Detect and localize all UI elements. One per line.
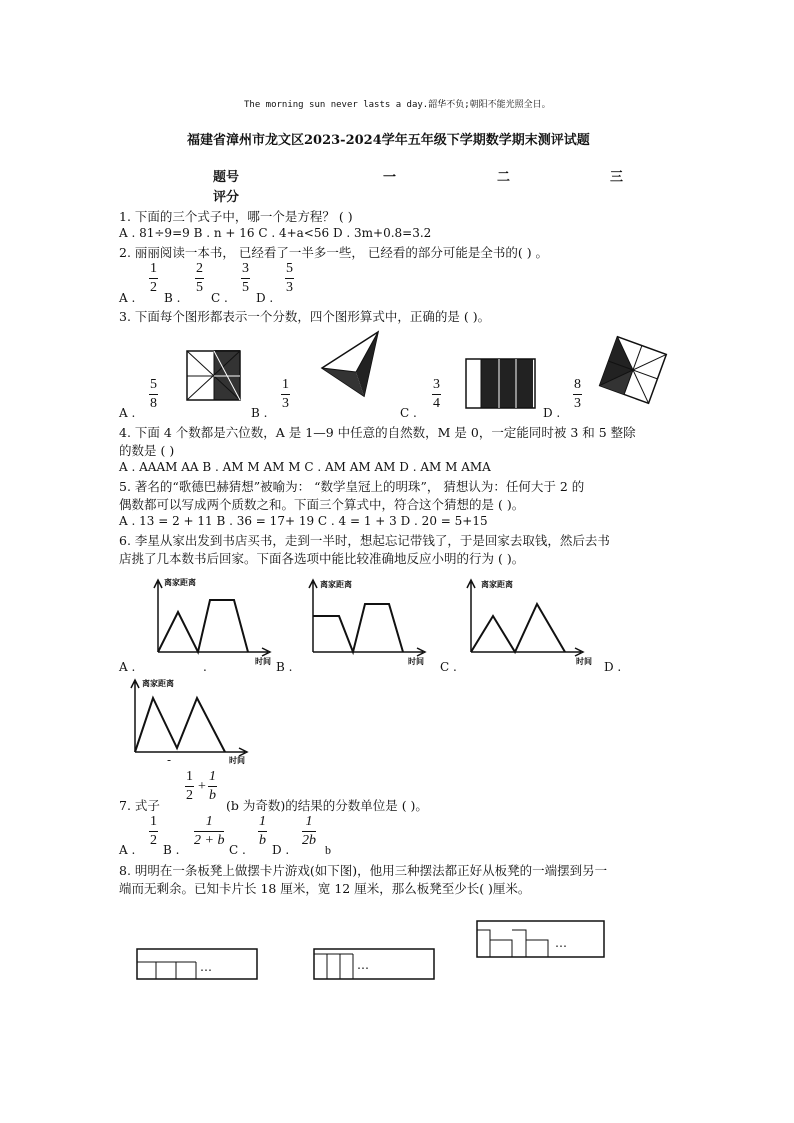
q7-label-c: C .	[229, 843, 246, 857]
q2-fraction-b: 2 5	[196, 261, 203, 295]
q6-label-d: D .	[604, 660, 622, 674]
q7-label-d: D .	[272, 843, 290, 857]
q2-text: 2. 丽丽阅读一本书， 已经看了一半多一些， 已经看的部分可能是全书的( ) 。	[119, 245, 549, 260]
q7-fraction-d: 1 2b	[302, 814, 316, 848]
q7-label-a: A .	[119, 843, 136, 857]
q1-options: A . 81÷9=9 B . n + 16 C . 4+a<56 D . 3m+0.8=3.2	[119, 226, 432, 240]
q6-graph-c-x-label: 时间	[576, 657, 592, 666]
q6-graph-c-y-label: 离家距离	[481, 580, 513, 589]
q6-graph-a-x-label: 时间	[255, 657, 271, 666]
q6-graph-d-x-label: 时间	[229, 756, 245, 765]
q7-trailing-b: b	[325, 843, 331, 857]
q2-fraction-a: 1 2	[150, 261, 157, 295]
q3-figure-a	[186, 350, 242, 402]
q2-fraction-d: 5 3	[286, 261, 293, 295]
q3-fraction-b: 1 3	[282, 377, 289, 411]
score-table-row1-label: 题号	[213, 170, 240, 185]
q8-text-line2: 端而无剩余。已知卡片长 18 厘米，宽 12 厘米，那么板凳至少长( )厘米。	[119, 881, 531, 896]
q6-graph-b-y-label: 离家距离	[320, 580, 352, 589]
q3-figure-b	[320, 330, 382, 400]
q5-text-line2: 偶数都可以写成两个质数之和。下面三个算式中，符合这个猜想的是 ( )。	[119, 497, 525, 512]
score-table-row2-label: 评分	[213, 190, 240, 205]
q8-bench-2-ellipsis: …	[357, 958, 369, 972]
q2-label-d: D .	[256, 291, 274, 305]
q5-text-line1: 5. 著名的“歌德巴赫猜想”被喻为： “数学皇冠上的明珠”， 猜想认为：任何大于 2 的	[119, 479, 585, 494]
q3-label-d: D .	[543, 406, 561, 420]
q7-suffix: (b 为奇数)的结果的分数单位是 ( )。	[226, 798, 428, 813]
score-table-col-3: 三	[610, 170, 624, 185]
q8-bench-figure-1	[136, 948, 260, 982]
q3-figure-d	[598, 332, 668, 408]
q8-bench-3-ellipsis: …	[555, 936, 567, 950]
q6-graph-a	[148, 576, 283, 668]
q6-stray-dot: .	[203, 660, 207, 674]
q2-label-c: C .	[211, 291, 228, 305]
q3-label-a: A .	[119, 406, 136, 420]
q7-expr-fraction-1: 1 2	[186, 769, 193, 803]
q6-graph-b-x-label: 时间	[408, 657, 424, 666]
motto: The morning sun never lasts a day.韶华不负;朝阳不能光照全日。	[244, 100, 551, 110]
q7-expr-plus: +	[198, 779, 206, 794]
q2-label-a: A .	[119, 291, 136, 305]
q2-fraction-c: 3 5	[242, 261, 249, 295]
q8-text-line1: 8. 明明在一条板凳上做摆卡片游戏(如下图)，他用三种摆法都正好从板凳的一端摆到另一	[119, 863, 608, 878]
q7-expr-fraction-2: 1 b	[209, 769, 216, 803]
q8-bench-1-ellipsis: …	[200, 960, 212, 974]
q3-fraction-d: 8 3	[574, 377, 581, 411]
q6-graph-a-y-label: 离家距离	[164, 578, 196, 587]
score-table-col-1: 一	[383, 170, 397, 185]
q8-bench-figure-3	[476, 920, 606, 960]
q4-text-line1: 4. 下面 4 个数都是六位数，A 是 1—9 中任意的自然数，M 是 0，一定能同时被 3 和 5 整除	[119, 425, 636, 440]
q7-label-b: B .	[163, 843, 180, 857]
q4-text-line2: 的数是 ( )	[119, 443, 175, 458]
q3-fraction-c: 3 4	[433, 377, 440, 411]
q6-label-c: C .	[440, 660, 457, 674]
q3-text: 3. 下面每个图形都表示一个分数，四个图形算式中，正确的是 ( )。	[119, 309, 491, 324]
q2-label-b: B .	[164, 291, 181, 305]
q6-label-b: B .	[276, 660, 293, 674]
q5-options: A . 13 = 2 + 11 B . 36 = 17+ 19 C . 4 = 1 + 3 D . 20 = 5+15	[119, 514, 488, 528]
q6-text-line2: 店挑了几本数书后回家。下面各选项中能比较准确地反应小明的行为 ( )。	[119, 551, 525, 566]
score-table-col-2: 二	[497, 170, 511, 185]
q1-text: 1. 下面的三个式子中，哪一个是方程？ ( )	[119, 209, 353, 224]
q4-options: A . AAAM AA B . AM M AM M C . AM AM AM D . AM M AMA	[119, 460, 491, 474]
page-title: 福建省漳州市龙文区2023-2024学年五年级下学期数学期末测评试题	[187, 133, 590, 148]
q6-graph-d-y-label: 离家距离	[142, 679, 174, 688]
q7-prefix: 7. 式子	[119, 798, 160, 813]
q3-label-b: B .	[251, 406, 268, 420]
q7-fraction-b: 1 2 + b	[194, 814, 225, 848]
q6-stray-dash: -	[167, 753, 172, 767]
q7-fraction-c: 1 b	[259, 814, 266, 848]
q8-bench-figure-2	[313, 948, 437, 982]
q6-label-a: A .	[119, 660, 136, 674]
q3-figure-c	[465, 358, 537, 410]
q3-label-c: C .	[400, 406, 417, 420]
q6-text-line1: 6. 李星从家出发到书店买书，走到一半时，想起忘记带钱了，于是回家去取钱，然后去书	[119, 533, 610, 548]
q3-fraction-a: 5 8	[150, 377, 157, 411]
q7-fraction-a: 1 2	[150, 814, 157, 848]
